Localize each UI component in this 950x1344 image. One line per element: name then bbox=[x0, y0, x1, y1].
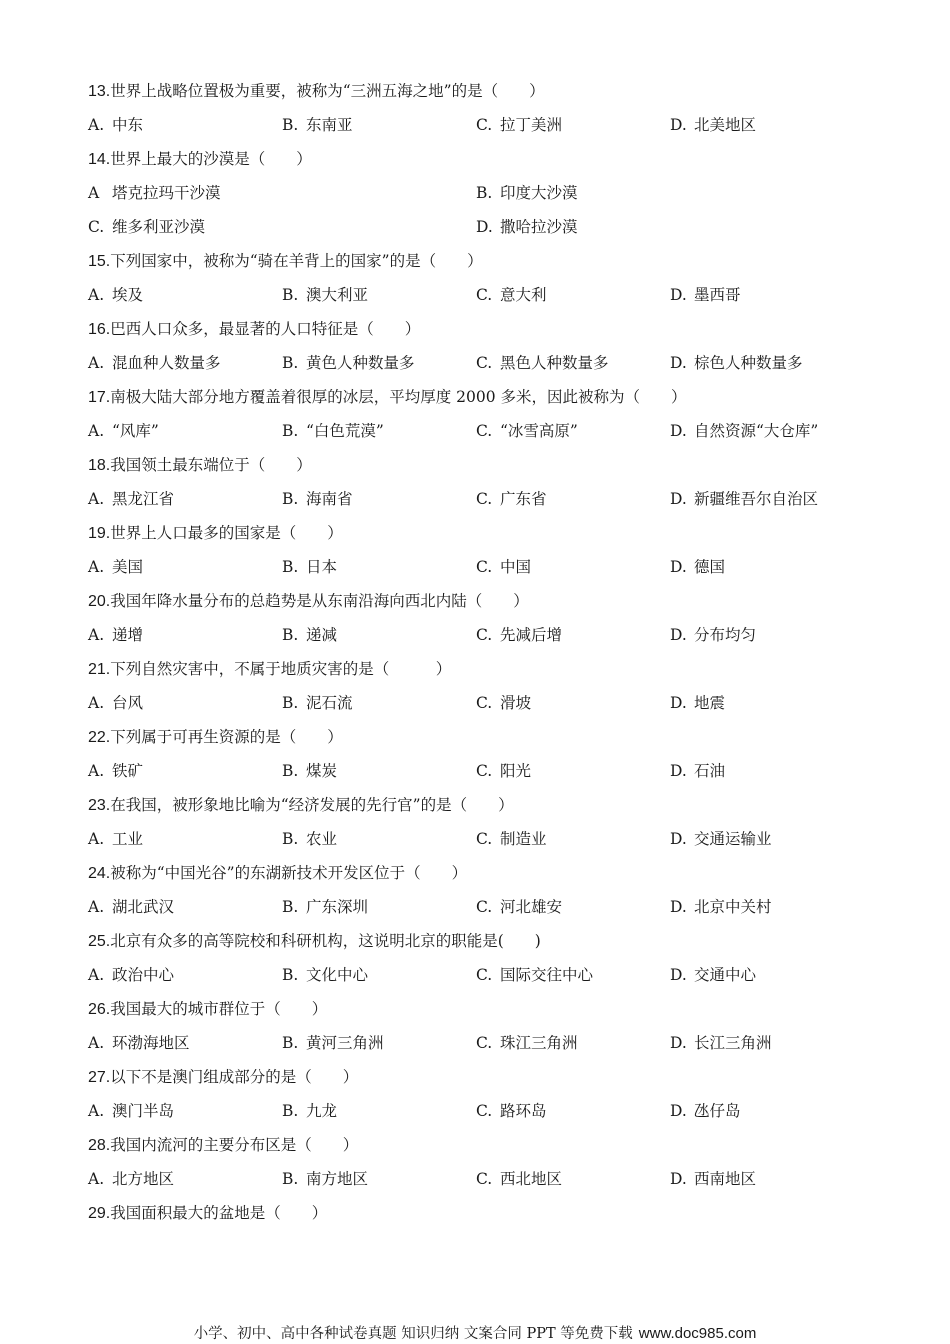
option-text: 北方地区 bbox=[112, 1170, 175, 1188]
option-b[interactable] bbox=[282, 688, 353, 718]
option-letter: A. bbox=[88, 422, 105, 440]
question-stem bbox=[88, 994, 868, 1028]
option-text: 氹仔岛 bbox=[694, 1102, 741, 1120]
option-a[interactable] bbox=[88, 178, 221, 208]
option-c[interactable] bbox=[476, 484, 547, 514]
option-letter: C. bbox=[476, 694, 493, 712]
option-b[interactable] bbox=[282, 892, 368, 922]
option-text: 阳光 bbox=[500, 762, 532, 780]
option-c[interactable] bbox=[476, 960, 593, 990]
option-d[interactable] bbox=[670, 348, 803, 378]
question-number: 17. bbox=[88, 389, 111, 406]
option-a[interactable] bbox=[88, 552, 143, 582]
option-text: 塔克拉玛干沙漠 bbox=[112, 184, 221, 202]
option-row bbox=[88, 348, 868, 382]
question-stem bbox=[88, 722, 868, 756]
question-stem bbox=[88, 314, 868, 348]
option-row bbox=[88, 484, 868, 518]
question-stem bbox=[88, 76, 868, 110]
option-text: 日本 bbox=[306, 558, 338, 576]
question-list bbox=[88, 76, 868, 1232]
question-text: 下列国家中，被称为“骑在羊背上的国家”的是（ ） bbox=[110, 252, 483, 270]
option-a[interactable] bbox=[88, 688, 143, 718]
question-stem bbox=[88, 858, 868, 892]
option-text: 墨西哥 bbox=[694, 286, 741, 304]
option-row bbox=[88, 688, 868, 722]
option-c[interactable] bbox=[476, 348, 609, 378]
option-a[interactable] bbox=[88, 416, 159, 446]
option-text: 埃及 bbox=[112, 286, 144, 304]
option-letter: C. bbox=[476, 830, 493, 848]
option-letter: C. bbox=[476, 286, 493, 304]
option-letter: B. bbox=[282, 1102, 299, 1120]
option-c[interactable] bbox=[476, 110, 562, 140]
option-letter: D. bbox=[476, 218, 493, 236]
option-row bbox=[88, 1028, 868, 1062]
option-b[interactable] bbox=[282, 824, 337, 854]
question-number: 16. bbox=[88, 321, 111, 338]
option-text: 先减后增 bbox=[500, 626, 563, 644]
question-number: 25. bbox=[88, 933, 111, 950]
option-d[interactable] bbox=[670, 892, 772, 922]
option-letter: B. bbox=[476, 184, 493, 202]
option-letter: B. bbox=[282, 898, 299, 916]
option-text: 德国 bbox=[694, 558, 726, 576]
question-number: 23. bbox=[88, 797, 111, 814]
option-text: 维多利亚沙漠 bbox=[112, 218, 206, 236]
option-b[interactable] bbox=[282, 1164, 368, 1194]
option-row bbox=[88, 824, 868, 858]
option-letter: B. bbox=[282, 966, 299, 984]
option-letter: A. bbox=[88, 762, 105, 780]
option-a[interactable] bbox=[88, 110, 143, 140]
option-letter: D. bbox=[670, 558, 687, 576]
option-text: 新疆维吾尔自治区 bbox=[694, 490, 819, 508]
question-number: 20. bbox=[88, 593, 111, 610]
option-b[interactable] bbox=[282, 620, 337, 650]
option-row bbox=[88, 552, 868, 586]
option-text: 制造业 bbox=[500, 830, 547, 848]
option-d[interactable] bbox=[670, 756, 725, 786]
option-letter: B. bbox=[282, 1170, 299, 1188]
question-stem bbox=[88, 246, 868, 280]
option-c[interactable] bbox=[476, 824, 547, 854]
question-text: 下列属于可再生资源的是（ ） bbox=[110, 728, 343, 746]
option-text: 广东深圳 bbox=[306, 898, 369, 916]
option-letter: A. bbox=[88, 966, 105, 984]
option-text: “白色荒漠” bbox=[306, 422, 384, 440]
option-letter: C. bbox=[476, 1170, 493, 1188]
question-text: 世界上战略位置极为重要，被称为“三洲五海之地”的是（ ） bbox=[110, 82, 545, 100]
option-letter: B. bbox=[282, 626, 299, 644]
option-text: 广东省 bbox=[500, 490, 547, 508]
option-d[interactable] bbox=[670, 280, 741, 310]
question-text: 我国领土最东端位于（ ） bbox=[110, 456, 312, 474]
option-row bbox=[88, 1096, 868, 1130]
option-text: 黑龙江省 bbox=[112, 490, 175, 508]
option-text: 泥石流 bbox=[306, 694, 353, 712]
option-text: 九龙 bbox=[306, 1102, 338, 1120]
option-b[interactable] bbox=[282, 756, 337, 786]
option-letter: D. bbox=[670, 762, 687, 780]
option-text: 黄色人种数量多 bbox=[306, 354, 415, 372]
option-d[interactable] bbox=[670, 1028, 772, 1058]
option-text: 东南亚 bbox=[306, 116, 353, 134]
question-text: 巴西人口众多，最显著的人口特征是（ ） bbox=[110, 320, 421, 338]
option-text: 递增 bbox=[112, 626, 144, 644]
option-letter: D. bbox=[670, 1170, 687, 1188]
option-b[interactable] bbox=[282, 280, 368, 310]
option-text: 西北地区 bbox=[500, 1170, 563, 1188]
option-c[interactable] bbox=[88, 212, 205, 242]
option-text: 政治中心 bbox=[112, 966, 175, 984]
option-text: 北京中关村 bbox=[694, 898, 772, 916]
option-d[interactable] bbox=[670, 1164, 756, 1194]
footer bbox=[0, 1322, 950, 1343]
option-letter: A. bbox=[88, 830, 105, 848]
option-text: 滑坡 bbox=[500, 694, 532, 712]
option-letter: D. bbox=[670, 116, 687, 134]
option-letter: B. bbox=[282, 558, 299, 576]
option-text: 黑色人种数量多 bbox=[500, 354, 609, 372]
option-letter: B. bbox=[282, 116, 299, 134]
option-text: “风库” bbox=[112, 422, 159, 440]
option-letter: D. bbox=[670, 1102, 687, 1120]
option-text: 澳门半岛 bbox=[112, 1102, 175, 1120]
option-row bbox=[88, 1164, 868, 1198]
option-letter: A. bbox=[88, 490, 105, 508]
option-a[interactable] bbox=[88, 960, 174, 990]
option-b[interactable] bbox=[282, 110, 353, 140]
option-text: 意大利 bbox=[500, 286, 547, 304]
option-text: 河北雄安 bbox=[500, 898, 563, 916]
question-number: 29. bbox=[88, 1205, 111, 1222]
option-text: 农业 bbox=[306, 830, 338, 848]
question-number: 22. bbox=[88, 729, 111, 746]
option-a[interactable] bbox=[88, 484, 174, 514]
question-text: 我国年降水量分布的总趋势是从东南沿海向西北内陆（ ） bbox=[110, 592, 529, 610]
option-d[interactable] bbox=[670, 688, 725, 718]
option-text: 长江三角洲 bbox=[694, 1034, 772, 1052]
option-text: 棕色人种数量多 bbox=[694, 354, 803, 372]
option-c[interactable] bbox=[476, 688, 531, 718]
question-stem bbox=[88, 450, 868, 484]
question-text: 被称为“中国光谷”的东湖新技术开发区位于（ ） bbox=[110, 864, 468, 882]
question-number: 21. bbox=[88, 661, 111, 678]
option-row bbox=[88, 960, 868, 994]
option-letter: A bbox=[88, 184, 100, 202]
option-letter: A. bbox=[88, 286, 105, 304]
option-c[interactable] bbox=[476, 892, 562, 922]
option-row bbox=[88, 416, 868, 450]
option-letter: C. bbox=[476, 1034, 493, 1052]
option-text: 拉丁美洲 bbox=[500, 116, 563, 134]
option-text: 南方地区 bbox=[306, 1170, 369, 1188]
option-text: 铁矿 bbox=[112, 762, 144, 780]
option-text: 台风 bbox=[112, 694, 144, 712]
question-stem bbox=[88, 382, 868, 416]
question-stem bbox=[88, 790, 868, 824]
option-d[interactable] bbox=[670, 110, 756, 140]
option-letter: D. bbox=[670, 1034, 687, 1052]
option-b[interactable] bbox=[282, 348, 415, 378]
option-c[interactable] bbox=[476, 620, 562, 650]
option-letter: C. bbox=[88, 218, 105, 236]
option-letter: D. bbox=[670, 354, 687, 372]
question-number: 27. bbox=[88, 1069, 111, 1086]
option-d[interactable] bbox=[670, 484, 818, 514]
option-row bbox=[88, 212, 868, 246]
question-text: 下列自然灾害中，不属于地质灾害的是（ ） bbox=[110, 660, 452, 678]
option-letter: C. bbox=[476, 762, 493, 780]
option-letter: A. bbox=[88, 1170, 105, 1188]
option-letter: A. bbox=[88, 626, 105, 644]
option-a[interactable] bbox=[88, 280, 143, 310]
option-a[interactable] bbox=[88, 892, 174, 922]
option-b[interactable] bbox=[282, 1096, 337, 1126]
option-letter: C. bbox=[476, 898, 493, 916]
question-text: 在我国，被形象地比喻为“经济发展的先行官”的是（ ） bbox=[110, 796, 514, 814]
option-c[interactable] bbox=[476, 1164, 562, 1194]
option-letter: B. bbox=[282, 830, 299, 848]
option-b[interactable] bbox=[282, 484, 353, 514]
option-text: 路环岛 bbox=[500, 1102, 547, 1120]
option-letter: A. bbox=[88, 898, 105, 916]
question-number: 24. bbox=[88, 865, 111, 882]
option-letter: D. bbox=[670, 626, 687, 644]
option-row bbox=[88, 756, 868, 790]
option-text: 美国 bbox=[112, 558, 144, 576]
option-letter: B. bbox=[282, 490, 299, 508]
question-text: 我国内流河的主要分布区是（ ） bbox=[110, 1136, 359, 1154]
option-c[interactable] bbox=[476, 416, 578, 446]
option-text: 工业 bbox=[112, 830, 144, 848]
option-text: 地震 bbox=[694, 694, 726, 712]
question-number: 18. bbox=[88, 457, 111, 474]
option-letter: B. bbox=[282, 286, 299, 304]
option-text: 自然资源“大仓库” bbox=[694, 422, 819, 440]
question-stem bbox=[88, 1062, 868, 1096]
option-c[interactable] bbox=[476, 1096, 547, 1126]
option-text: 撒哈拉沙漠 bbox=[500, 218, 578, 236]
option-a[interactable] bbox=[88, 620, 143, 650]
option-text: 澳大利亚 bbox=[306, 286, 369, 304]
option-text: 黄河三角洲 bbox=[306, 1034, 384, 1052]
option-text: 交通运输业 bbox=[694, 830, 772, 848]
option-letter: A. bbox=[88, 558, 105, 576]
footer-site[interactable]: www.doc985.com bbox=[638, 1325, 757, 1342]
option-a[interactable] bbox=[88, 1164, 174, 1194]
question-number: 19. bbox=[88, 525, 111, 542]
option-d[interactable] bbox=[670, 1096, 741, 1126]
question-stem bbox=[88, 586, 868, 620]
option-text: 分布均匀 bbox=[694, 626, 757, 644]
option-text: 煤炭 bbox=[306, 762, 338, 780]
option-b[interactable] bbox=[282, 960, 368, 990]
question-number: 15. bbox=[88, 253, 111, 270]
option-letter: D. bbox=[670, 490, 687, 508]
option-letter: C. bbox=[476, 626, 493, 644]
option-letter: B. bbox=[282, 1034, 299, 1052]
option-b[interactable] bbox=[282, 552, 337, 582]
option-text: “冰雪高原” bbox=[500, 422, 578, 440]
option-letter: C. bbox=[476, 1102, 493, 1120]
question-stem bbox=[88, 144, 868, 178]
option-row bbox=[88, 892, 868, 926]
option-text: 海南省 bbox=[306, 490, 353, 508]
question-number: 14. bbox=[88, 151, 111, 168]
option-letter: B. bbox=[282, 694, 299, 712]
option-letter: C. bbox=[476, 422, 493, 440]
option-text: 中国 bbox=[500, 558, 532, 576]
question-stem bbox=[88, 518, 868, 552]
option-text: 西南地区 bbox=[694, 1170, 757, 1188]
option-c[interactable] bbox=[476, 280, 547, 310]
question-text: 以下不是澳门组成部分的是（ ） bbox=[110, 1068, 359, 1086]
option-text: 珠江三角洲 bbox=[500, 1034, 578, 1052]
option-text: 湖北武汉 bbox=[112, 898, 175, 916]
option-letter: A. bbox=[88, 1102, 105, 1120]
question-text: 世界上人口最多的国家是（ ） bbox=[110, 524, 343, 542]
question-text: 我国最大的城市群位于（ ） bbox=[110, 1000, 328, 1018]
option-d[interactable] bbox=[670, 416, 818, 446]
option-letter: D. bbox=[670, 694, 687, 712]
option-d[interactable] bbox=[670, 960, 756, 990]
option-letter: C. bbox=[476, 116, 493, 134]
option-letter: C. bbox=[476, 558, 493, 576]
option-letter: A. bbox=[88, 694, 105, 712]
question-number: 13. bbox=[88, 83, 111, 100]
question-stem bbox=[88, 1130, 868, 1164]
question-text: 南极大陆大部分地方覆盖着很厚的冰层，平均厚度 2000 多米，因此被称为（ ） bbox=[110, 388, 687, 406]
option-letter: A. bbox=[88, 354, 105, 372]
option-row bbox=[88, 110, 868, 144]
option-b[interactable] bbox=[282, 416, 384, 446]
option-d[interactable] bbox=[670, 620, 756, 650]
option-letter: D. bbox=[670, 898, 687, 916]
option-a[interactable] bbox=[88, 1028, 190, 1058]
question-stem bbox=[88, 654, 868, 688]
question-text: 世界上最大的沙漠是（ ） bbox=[110, 150, 312, 168]
option-text: 文化中心 bbox=[306, 966, 369, 984]
option-text: 中东 bbox=[112, 116, 144, 134]
option-letter: D. bbox=[670, 286, 687, 304]
option-letter: B. bbox=[282, 762, 299, 780]
option-text: 环渤海地区 bbox=[112, 1034, 190, 1052]
option-letter: C. bbox=[476, 966, 493, 984]
question-number: 28. bbox=[88, 1137, 111, 1154]
option-letter: D. bbox=[670, 966, 687, 984]
option-b[interactable] bbox=[476, 178, 578, 208]
option-letter: A. bbox=[88, 1034, 105, 1052]
question-text: 我国面积最大的盆地是（ ） bbox=[110, 1204, 328, 1222]
option-text: 交通中心 bbox=[694, 966, 757, 984]
option-a[interactable] bbox=[88, 756, 143, 786]
option-letter: C. bbox=[476, 490, 493, 508]
question-number: 26. bbox=[88, 1001, 111, 1018]
option-row bbox=[88, 178, 868, 212]
option-text: 混血种人数量多 bbox=[112, 354, 221, 372]
option-b[interactable] bbox=[282, 1028, 384, 1058]
option-letter: C. bbox=[476, 354, 493, 372]
option-row bbox=[88, 620, 868, 654]
option-c[interactable] bbox=[476, 756, 531, 786]
option-text: 印度大沙漠 bbox=[500, 184, 578, 202]
option-text: 石油 bbox=[694, 762, 726, 780]
option-d[interactable] bbox=[670, 824, 772, 854]
option-d[interactable] bbox=[670, 552, 725, 582]
option-letter: A. bbox=[88, 116, 105, 134]
question-stem bbox=[88, 1198, 868, 1232]
option-letter: D. bbox=[670, 422, 687, 440]
option-letter: B. bbox=[282, 354, 299, 372]
footer-text: 小学、初中、高中各种试卷真题 知识归纳 文案合同 PPT 等免费下载 bbox=[193, 1326, 633, 1342]
option-text: 北美地区 bbox=[694, 116, 757, 134]
option-a[interactable] bbox=[88, 1096, 174, 1126]
question-text: 北京有众多的高等院校和科研机构，这说明北京的职能是( ) bbox=[110, 932, 541, 950]
option-row bbox=[88, 280, 868, 314]
option-letter: D. bbox=[670, 830, 687, 848]
question-stem bbox=[88, 926, 868, 960]
option-letter: B. bbox=[282, 422, 299, 440]
option-a[interactable] bbox=[88, 824, 143, 854]
option-c[interactable] bbox=[476, 1028, 578, 1058]
option-a[interactable] bbox=[88, 348, 221, 378]
option-text: 国际交往中心 bbox=[500, 966, 594, 984]
option-text: 递减 bbox=[306, 626, 338, 644]
option-c[interactable] bbox=[476, 552, 531, 582]
option-d[interactable] bbox=[476, 212, 578, 242]
